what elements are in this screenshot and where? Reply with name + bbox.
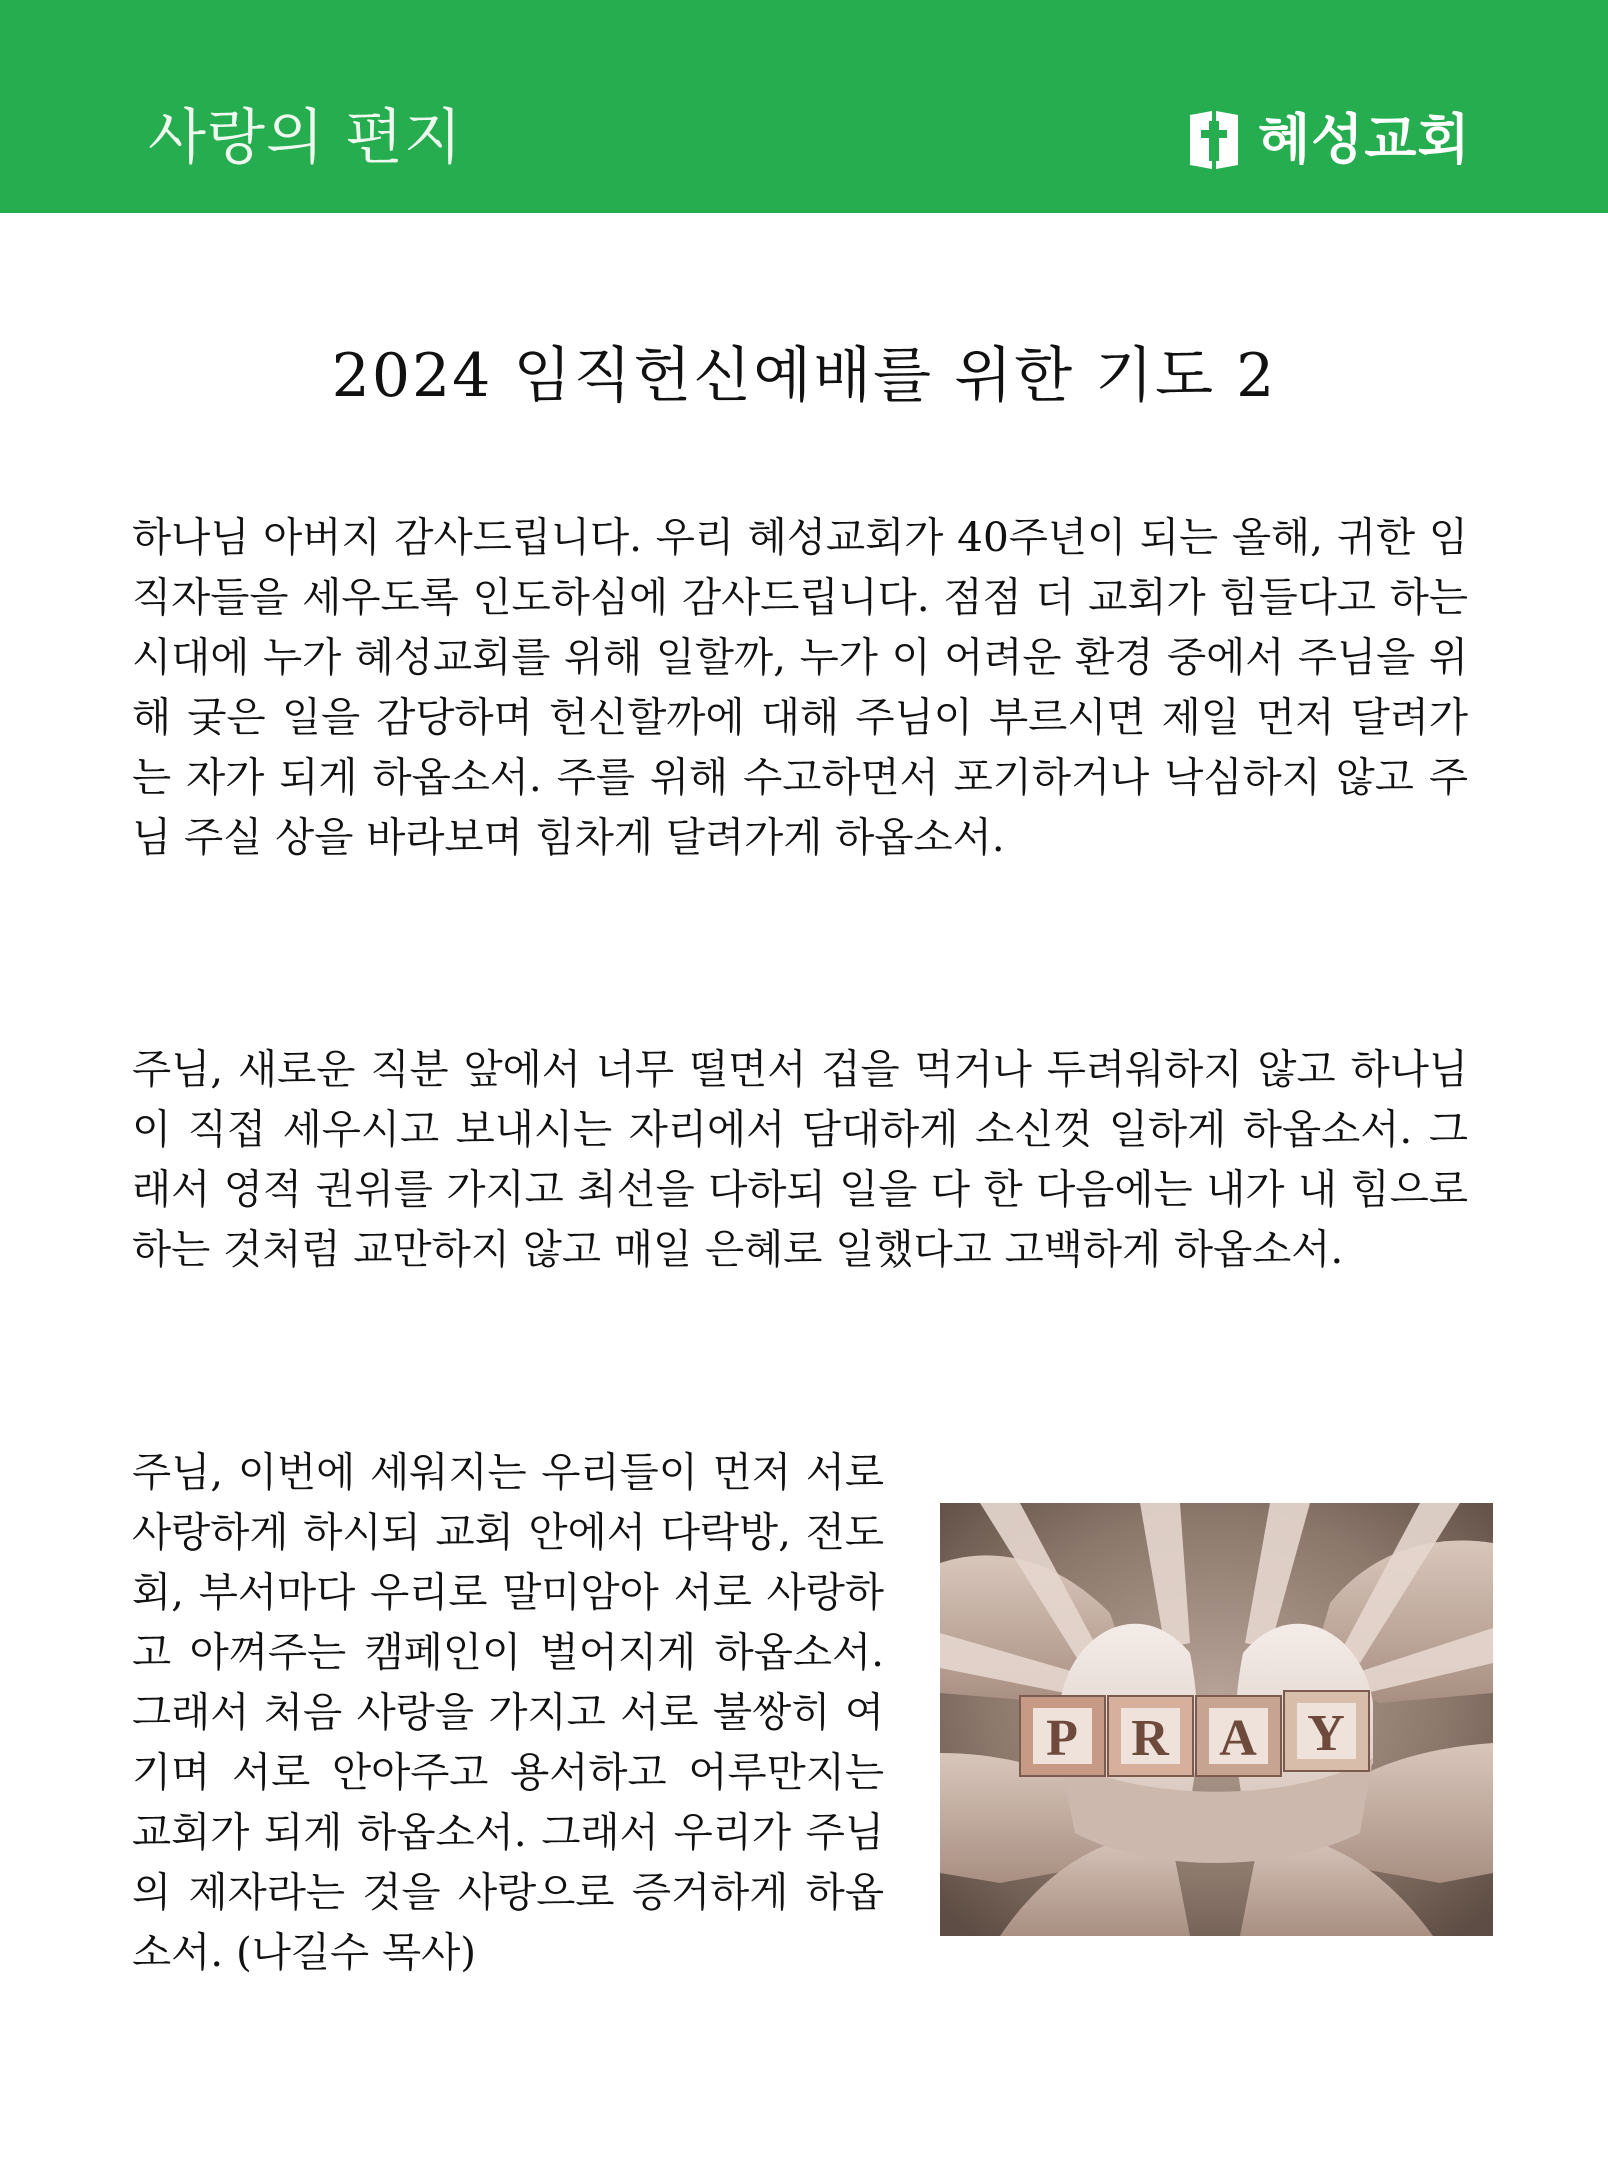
church-cross-logo-icon (1188, 107, 1240, 173)
pray-hands-photo (940, 1503, 1493, 1936)
block-letter: P (1046, 1710, 1078, 1767)
document-title: 2024 임직헌신예배를 위한 기도 2 (331, 341, 1277, 411)
church-logo (1188, 104, 1471, 176)
prayer-paragraph-3: 주님, 이번에 세워지는 우리들이 먼저 서로 사랑하게 하시되 교회 안에서 다락방, 전도회, 부서마다 우리로 말미암아 서로 사랑하고 아껴주는 캠페인이 벌어지게 하옵소서. 그래서 처음 사랑을 가지고 서로 불쌍히 여기며 서로 안아주고 용서하고 어루만지는 교회가 되게 하옵소서. 그래서 우리가 주님의 제자라는 것을 사랑으로 증거하게 하옵소서. (나길수 목사) (132, 1448, 884, 1976)
block-letter: R (1131, 1710, 1169, 1767)
prayer-paragraph-2: 주님, 새로운 직분 앞에서 너무 떨면서 겁을 먹거나 두려워하지 않고 하나님이 직접 세우시고 보내시는 자리에서 담대하게 소신껏 일하게 하옵소서. 그래서 영적 권위를 가지고 최선을 다하되 일을 다 한 다음에는 내가 내 힘으로 하는 것처럼 교만하지 않고 매일 은혜로 일했다고 고백하게 하옵소서. (132, 1045, 1468, 1273)
section-title: 사랑의 편지 (148, 103, 463, 173)
block-letter: Y (1307, 1705, 1345, 1762)
block-letter: A (1219, 1710, 1257, 1767)
prayer-paragraph-1: 하나님 아버지 감사드립니다. 우리 혜성교회가 40주년이 되는 올해, 귀한 임직자들을 세우도록 인도하심에 감사드립니다. 점점 더 교회가 힘들다고 하는 시대에 누가 혜성교회를 위해 일할까, 누가 이 어려운 환경 중에서 주님을 위해 궂은 일을 감당하며 헌신할까에 대해 주님이 부르시면 제일 먼저 달려가는 자가 되게 하옵소서. 주를 위해 수고하면서 포기하거나 낙심하지 않고 주님 주실 상을 바라보며 힘차게 달려가게 하옵소서. (132, 513, 1468, 861)
church-name: 혜성교회 (1258, 108, 1471, 171)
header-banner (0, 0, 1608, 213)
